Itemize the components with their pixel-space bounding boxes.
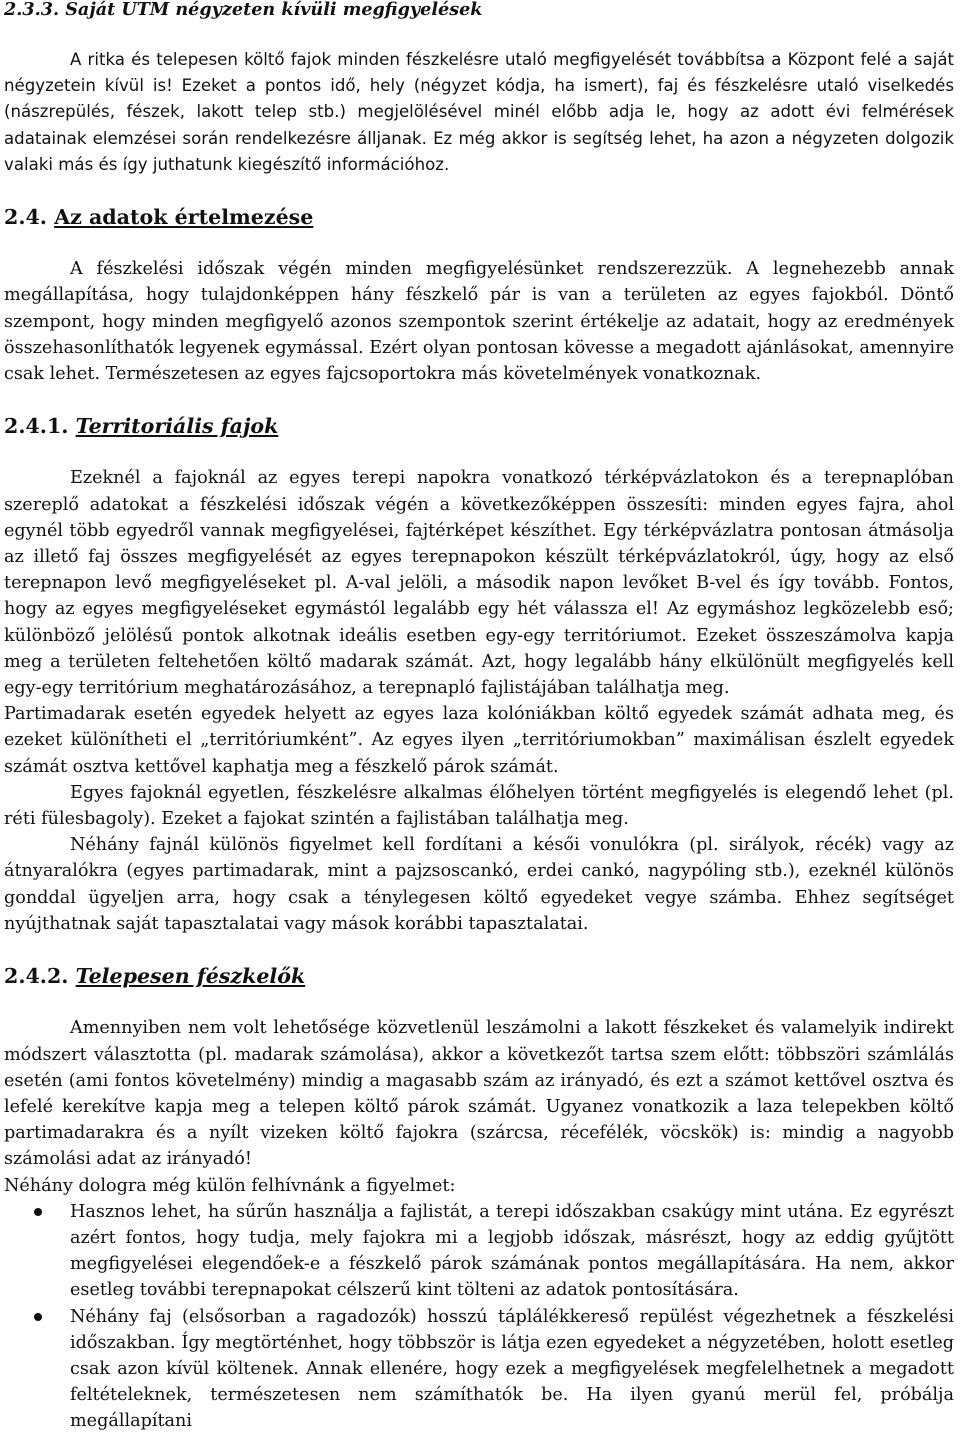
section-2-4-1-paragraph-1: Ezeknél a fajoknál az egyes terepi napokra vonatkozó térképvázlatokon és a terepnaplóban szereplő adatokat a fészkelési időszak végén a következőképpen összesíti: minden egyes fajra, ahol egynél több egyedről vannak megfigyelései, fajtérképet készíthet. Egy térképvázlatra pontosan átmásolja az illető faj összes megfigyelését az egyes terepnapokon készült térképvázlatokról, úgy, hogy az első terepnapon levő megfigyeléseket pl. A-val jelöli, a második napon levőket B-vel és így tovább. Fontos, hogy az egyes megfigyeléseket egymástól legalább egy hét válassza el! Az egymáshoz legközelebb eső; különböző jelölésű pontok alkotnak ideális esetben egy-egy territóriumot. Ezeket összeszámolva kapja meg a területen feltehetően költő madarak számát. Azt, hogy legalább hány elkülönült megfigyelés kell egy-egy territórium meghatározásához, a terepnapló fajlistájában találhatja meg. — [4, 468, 954, 699]
section-2-4-1-paragraph-4: Néhány fajnál különös figyelmet kell fordítani a késői vonulókra (pl. sirályok, récék) vagy az átnyaralókra (egyes partimadarak, mint a pajzsoscankó, erdei cankó, nagypóling stb.), ezeknél különös gonddal ügyeljen arra, hogy csak a ténylegesen költő egyedeket vegye számba. Ehhez segítséget nyújthatnak saját tapasztalatai vagy mások korábbi tapasztalatai. — [4, 835, 954, 934]
section-2-4-1-paragraph-2: Partimadarak esetén egyedek helyett az egyes laza kolóniákban költő egyedek számát adhata meg, és ezeket különítheti el „territóriumként”. Az egyes ilyen „territóriumokban” maximálisan észlelt egyedek számát osztva kettővel kaphatja meg a fészkelő párok számát. — [4, 704, 954, 777]
document-page — [4, 0, 954, 1435]
list-item-text: Néhány faj (elsősorban a ragadozók) hosszú táplálékkereső repülést végezhetnek a fészkelési időszakban. Így megtörténhet, hogy többször is látja ezen egyedeket a négyzetében, holott esetleg csak azon kívül költenek. Annak ellenére, hogy ezek a megfigyelések megfelelhetnek a megadott feltételeknek, természetesen nem számíthatók be. Ha ilyen gyanú merül fel, próbálja megállapítani — [70, 1306, 954, 1432]
section-2-4-2-number: 2.4.2. — [4, 964, 69, 989]
bullet-icon — [34, 1208, 42, 1216]
section-2-4-2-paragraph-2: Néhány dologra még külön felhívnánk a figyelmet: — [4, 1175, 456, 1196]
section-2-4-2-title: Telepesen fészkelők — [75, 964, 306, 989]
section-2-4-title: Az adatok értelmezése — [54, 205, 314, 230]
list-item — [4, 1199, 954, 1304]
notes-bullet-list — [4, 1199, 954, 1435]
section-2-4-number: 2.4. — [4, 205, 47, 230]
section-2-4-1-title: Territoriális fajok — [75, 414, 279, 439]
section-2-4-2-heading — [4, 963, 954, 989]
section-2-3-3-heading: 2.3.3. Saját UTM négyzeten kívüli megfigyelések — [4, 0, 483, 20]
section-2-4-1-paragraph-3: Egyes fajoknál egyetlen, fészkelésre alkalmas élőhelyen történt megfigyelés is elegendő lehet (pl. réti fülesbagoly). Ezeket a fajokat szintén a fajlistában találhatja meg. — [4, 782, 954, 830]
section-2-3-3-paragraph: A ritka és telepesen költő fajok minden fészkelésre utaló megfigyelését továbbítsa a Központ felé a saját négyzetein kívül is! Ezeket a pontos idő, hely (négyzet kódja, ha ismert), faj és fészkelésre utaló viselkedés (nászrepülés, fészek, lakott telep stb.) megjelölésével minél előbb adja le, hogy az adott évi felmérések adatainak elemzései során rendelkezésre álljanak. Ez még akkor is segítség lehet, ha azon a négyzeten dolgozik valaki más és így juthatunk kiegészítő információhoz. — [4, 50, 954, 174]
bullet-icon — [34, 1313, 42, 1321]
list-item — [4, 1304, 954, 1435]
section-2-4-1-number: 2.4.1. — [4, 414, 69, 439]
section-2-4-paragraph: A fészkelési időszak végén minden megfigyelésünket rendszerezzük. A legnehezebb annak megállapítása, hogy tulajdonképpen hány fészkelő pár is van a területen az egyes fajokból. Döntő szempont, hogy minden megfigyelő azonos szempontok szerint értékelje az adatait, hogy az eredmények összehasonlíthatók legyenek egymással. Ezért olyan pontosan kövesse a megadott ajánlásokat, amennyire csak lehet. Természetesen az egyes fajcsoportokra más követelmények vonatkoznak. — [4, 259, 954, 385]
section-2-4-2-paragraph-1: Amennyiben nem volt lehetősége közvetlenül leszámolni a lakott fészkeket és valamelyik indirekt módszert választotta (pl. madarak számolása), akkor a következőt tartsa szem előtt: többszöri számlálás esetén (ami fontos követelmény) mindig a magasabb szám az irányadó, és ezt a számot kettővel osztva és lefelé kerekítve kapja meg a telepen költő párok számát. Ugyanez vonatkozik a laza telepekben költő partimadarakra és a nyílt vizeken költő fajokra (szárcsa, récefélék, vöcskök) is: mindig a nagyobb számolási adat az irányadó! — [4, 1018, 954, 1170]
section-2-4-heading — [4, 204, 954, 230]
section-2-4-1-heading — [4, 413, 954, 439]
list-item-text: Hasznos lehet, ha sűrűn használja a fajlistát, a terepi időszakban csakúgy mint utána. Ez egyrészt azért fontos, hogy tudja, mely fajokra mi a legjobb időszak, másrészt, hogy az eddig gyűjtött megfigyelései elegendőek-e a fészkelő párok számának pontos megállapítására. Ha nem, akkor esetleg további terepnapokat célszerű kint tölteni az adatok pontosítására. — [70, 1201, 954, 1301]
